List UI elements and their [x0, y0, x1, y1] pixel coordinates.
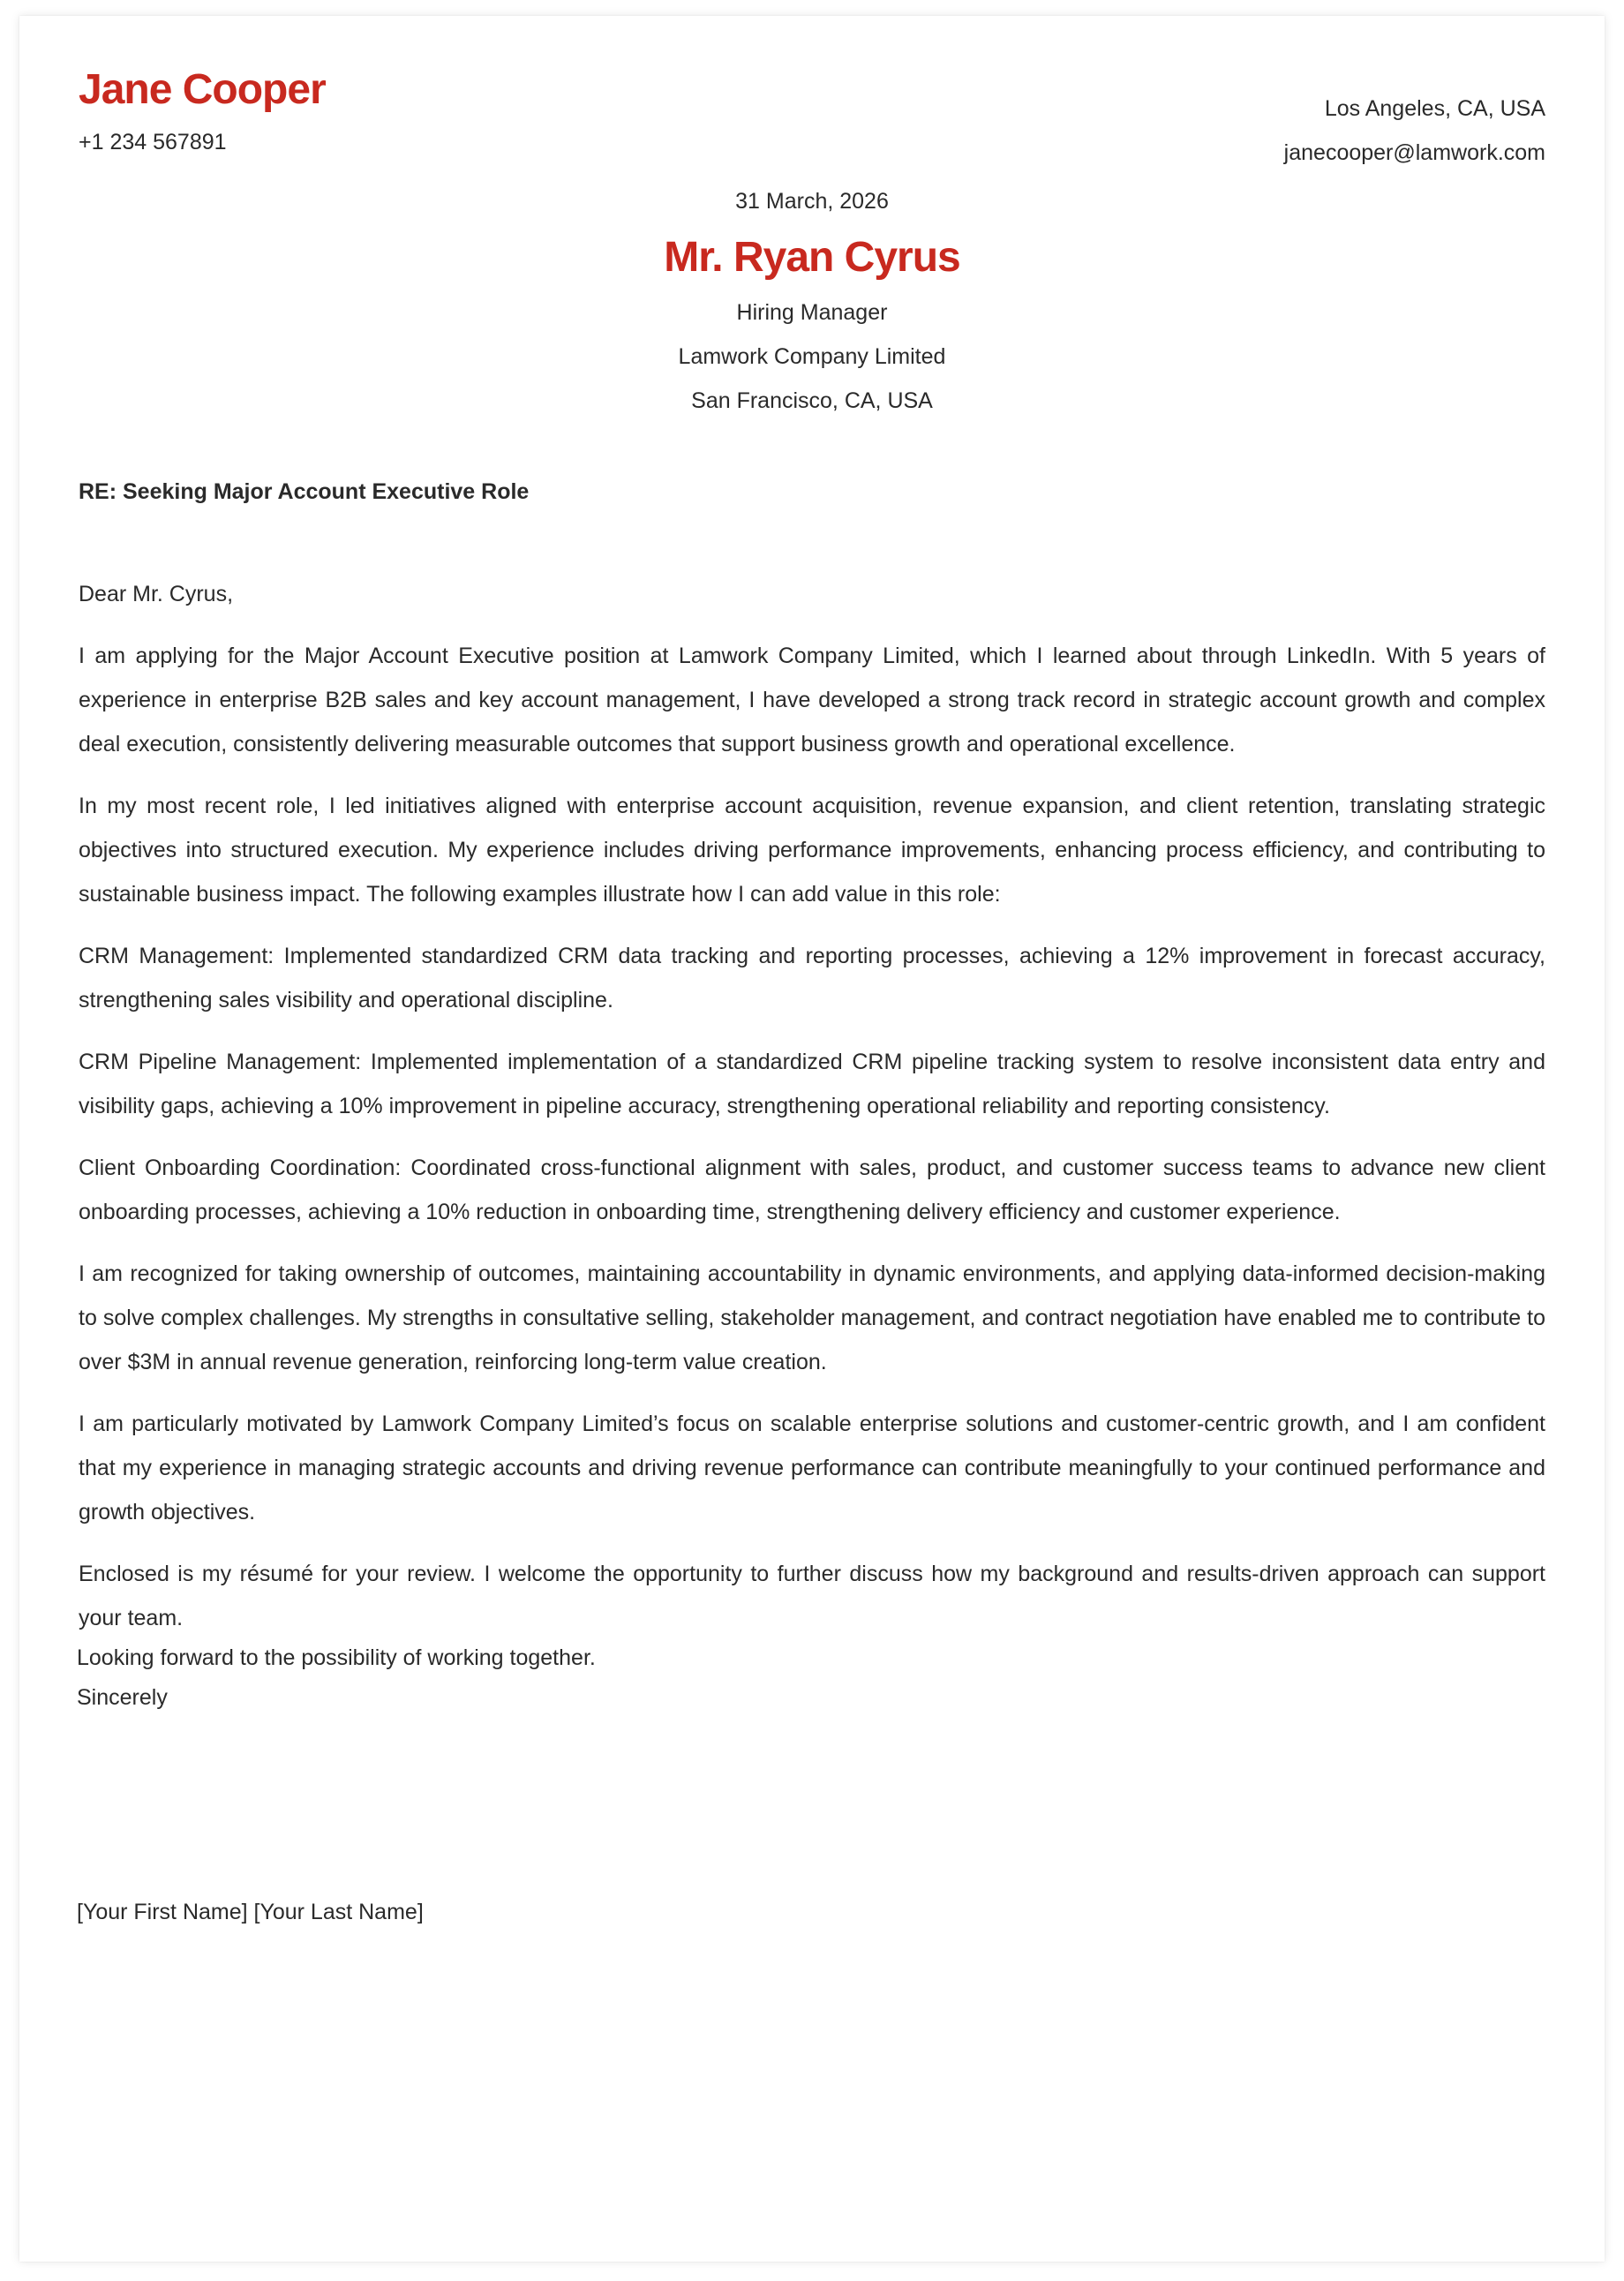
body-paragraph: In my most recent role, I led initiatives aligned with enterprise account acquisition, revenue expansion, and client retention, translating strategic objectives into structured execution. My experience includes driving performance improvements, enhancing process efficiency, and contributing to sustainable business impact. The following examples illustrate how I can add value in this role: — [79, 794, 1545, 907]
body-paragraph: I am particularly motivated by Lamwork Company Limited’s focus on scalable enterprise solutions and customer-centric growth, and I am confident that my experience in managing strategic accounts and driving revenue performance can contribute meaningfully to your continued performance and growth objectives. — [79, 1412, 1545, 1524]
letter-page — [19, 16, 1605, 2262]
letter-content — [77, 16, 1545, 1924]
signature-name: [Your First Name] [Your Last Name] — [77, 1900, 424, 1924]
salutation: Dear Mr. Cyrus, — [79, 582, 234, 606]
sender-contact-block — [1284, 87, 1545, 175]
recipient-title: Hiring Manager — [736, 300, 888, 325]
recipient-company: Lamwork Company Limited — [678, 344, 946, 369]
body-paragraph: Client Onboarding Coordination: Coordinated cross-functional alignment with sales, product, and customer success teams to advance new client onboarding processes, achieving a 10% reduction in onboarding time, strengthening delivery efficiency and customer experience. — [79, 1156, 1545, 1224]
sender-location: Los Angeles, CA, USA — [1324, 96, 1545, 121]
body-paragraph: CRM Management: Implemented standardized CRM data tracking and reporting processes, achieving a 12% improvement in forecast accuracy, strengthening sales visibility and operational discipline. — [79, 944, 1545, 1013]
body-paragraph: CRM Pipeline Management: Implemented implementation of a standardized CRM pipeline tracking system to resolve inconsistent data entry and visibility gaps, achieving a 10% improvement in pipeline accuracy, strengthening operational reliability and reporting consistency. — [79, 1050, 1545, 1118]
sign-off: Sincerely — [77, 1685, 168, 1710]
recipient-details — [79, 290, 1545, 423]
recipient-location: San Francisco, CA, USA — [691, 388, 933, 413]
body-paragraph: I am recognized for taking ownership of outcomes, maintaining accountability in dynamic environments, and applying data-informed decision-making to solve complex challenges. My strengths in consultative selling, stakeholder management, and contract negotiation have enabled me to contribute to over $3M in annual revenue generation, reinforcing long-term value creation. — [79, 1261, 1545, 1374]
letter-subject: RE: Seeking Major Account Executive Role — [79, 479, 530, 504]
sender-name: Jane Cooper — [79, 66, 326, 113]
closing-line: Looking forward to the possibility of working together. — [77, 1645, 596, 1670]
letter-date: 31 March, 2026 — [735, 189, 889, 214]
body-paragraph: I am applying for the Major Account Executive position at Lamwork Company Limited, which I learned about through LinkedIn. With 5 years of experience in enterprise B2B sales and key account management, I have developed a strong track record in strategic account growth and complex deal execution, consistently delivering measurable outcomes that support business growth and operational excellence. — [79, 644, 1545, 757]
recipient-name: Mr. Ryan Cyrus — [664, 234, 960, 281]
letter-closing — [77, 1638, 1545, 1718]
body-paragraph: Enclosed is my résumé for your review. I welcome the opportunity to further discuss how my background and results-driven approach can support your team. — [79, 1562, 1545, 1630]
sender-phone: +1 234 567891 — [79, 130, 227, 154]
letter-header — [79, 16, 1545, 166]
letter-body — [79, 572, 1545, 1658]
sender-email: janecooper@lamwork.com — [1283, 140, 1545, 165]
